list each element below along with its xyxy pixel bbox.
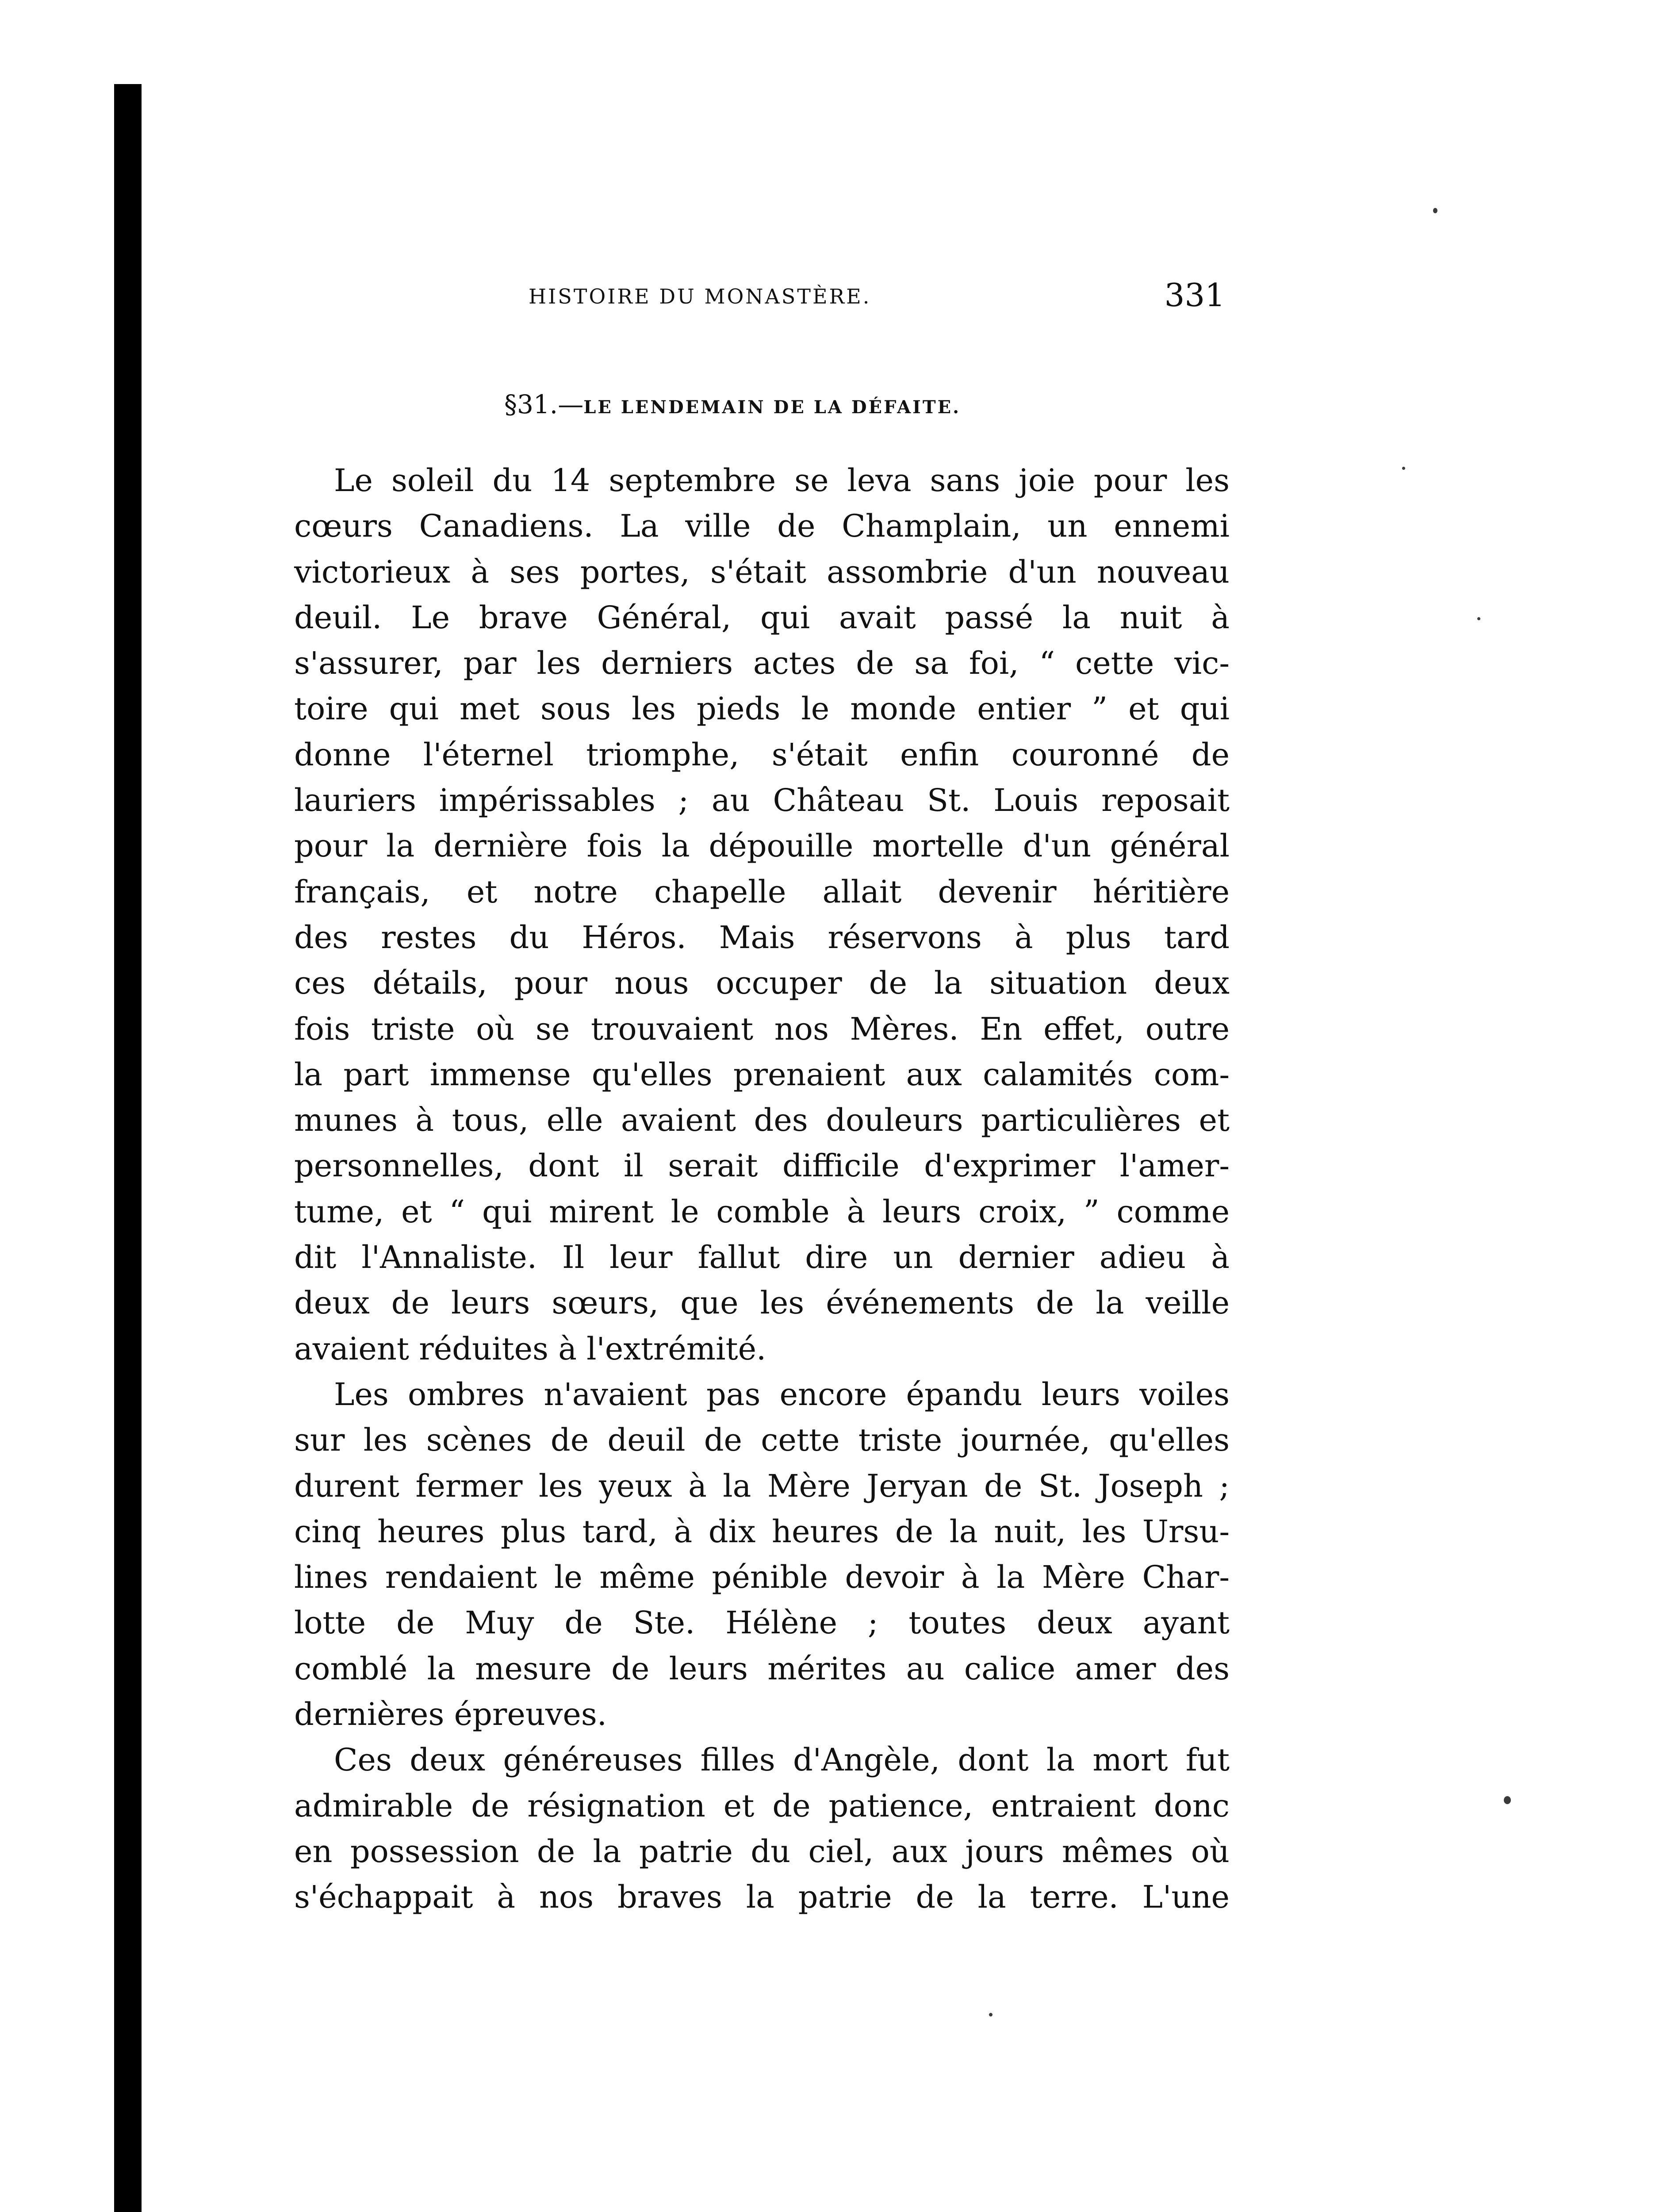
text-line: cœurs Canadiens. La ville de Champlain, un ennemi [294,508,1230,545]
text-line: dit l'Annaliste. Il leur fallut dire un dernier adieu à [294,1239,1230,1276]
text-line: lauriers impérissables ; au Château St. Louis reposait [294,782,1230,819]
text-line: lotte de Muy de Ste. Hélène ; toutes deux ayant [294,1605,1230,1641]
paragraph [294,458,1230,1372]
text-line: avaient réduites à l'extrémité. [294,1330,766,1367]
scan-speck [989,2013,993,2016]
text-line: tume, et “ qui mirent le comble à leurs croix, ” comme [294,1193,1230,1230]
section-title: LE LENDEMAIN DE LA DÉFAITE. [583,397,961,418]
text-line: Les ombres n'avaient pas encore épandu leurs voiles [334,1376,1230,1413]
text-line: durent fermer les yeux à la Mère Jeryan de St. Joseph ; [294,1467,1230,1504]
scan-speck [1433,208,1437,213]
running-header [529,276,1225,319]
text-line: s'échappait à nos braves la patrie de la terre. L'une [294,1879,1230,1916]
text-line: s'assurer, par les derniers actes de sa foi, “ cette vic- [294,645,1230,682]
text-line: comblé la mesure de leurs mérites au calice amer des [294,1650,1230,1687]
text-line: sur les scènes de deuil de cette triste journée, qu'elles [294,1422,1230,1459]
text-line: ces détails, pour nous occuper de la situation deux [294,965,1230,1002]
text-line: personnelles, dont il serait difficile d'exprimer l'amer- [294,1148,1230,1184]
text-line: pour la dernière fois la dépouille mortelle d'un général [294,828,1230,864]
text-line: victorieux à ses portes, s'était assombrie d'un nouveau [294,553,1230,590]
paragraph [294,1737,1230,1920]
text-line: deuil. Le brave Général, qui avait passé la nuit à [294,599,1230,636]
text-line: deux de leurs sœurs, que les événements de la veille [294,1285,1230,1321]
scan-speck [1402,467,1405,470]
scan-speck [1477,617,1480,620]
paragraph [294,1372,1230,1737]
text-line: la part immense qu'elles prenaient aux calamités com- [294,1056,1230,1093]
text-line: fois triste où se trouvaient nos Mères. En effet, outre [294,1010,1230,1047]
text-line: munes à tous, elle avaient des douleurs particulières et [294,1102,1230,1139]
text-line: admirable de résignation et de patience, entraient donc [294,1787,1230,1824]
text-line: Le soleil du 14 septembre se leva sans joie pour les [334,462,1230,499]
scan-speck [1504,1796,1511,1804]
scan-edge-bar [114,84,142,2212]
body-text [294,458,1230,1920]
text-line: donne l'éternel triomphe, s'était enfin couronné de [294,736,1230,773]
text-line: des restes du Héros. Mais réservons à plus tard [294,919,1230,956]
section-heading [504,389,1035,419]
text-line: en possession de la patrie du ciel, aux jours mêmes où [294,1833,1230,1870]
text-line: cinq heures plus tard, à dix heures de la nuit, les Ursu- [294,1513,1230,1550]
text-line: lines rendaient le même pénible devoir à la Mère Char- [294,1559,1230,1596]
text-line: dernières épreuves. [294,1696,607,1733]
section-number: §31.— [504,389,584,419]
text-line: français, et notre chapelle allait devenir héritière [294,873,1230,910]
text-line: Ces deux généreuses filles d'Angèle, dont la mort fut [334,1742,1230,1778]
running-title: HISTOIRE DU MONASTÈRE. [529,284,871,308]
page-number: 331 [1164,276,1225,314]
text-line: toire qui met sous les pieds le monde entier ” et qui [294,691,1230,727]
